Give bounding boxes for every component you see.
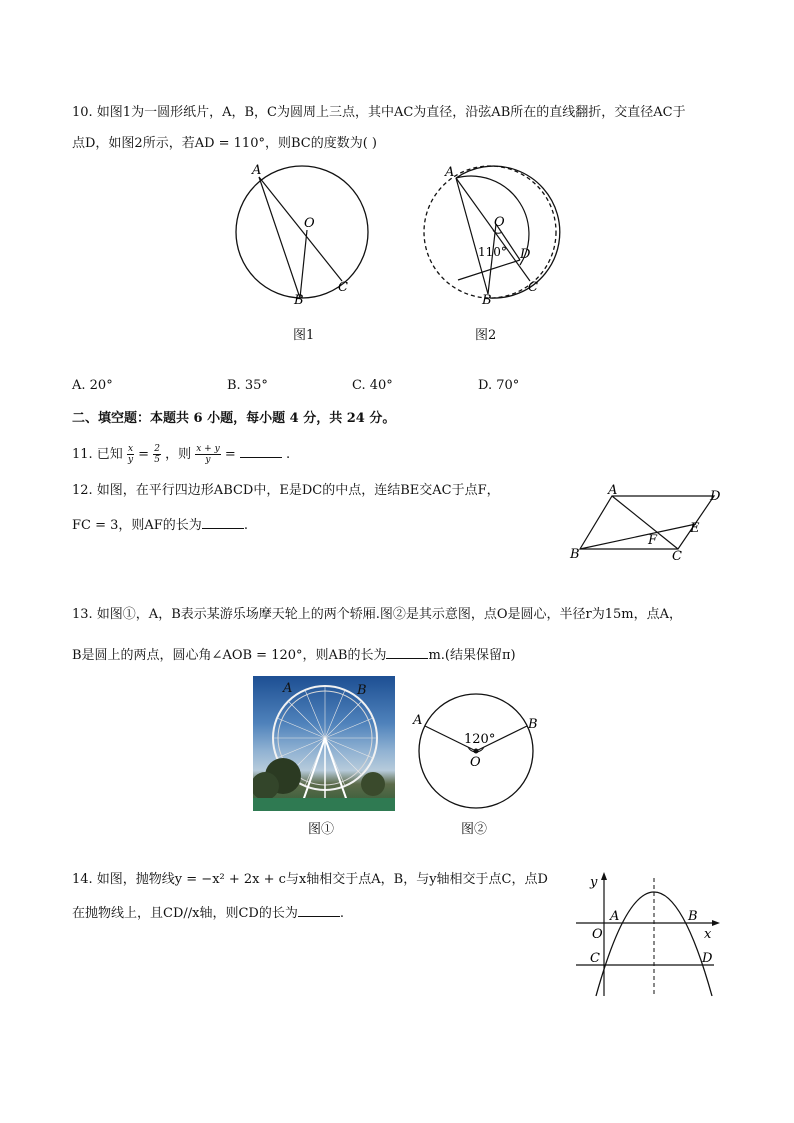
q10-figure-1 <box>232 160 372 310</box>
q12-parallelogram-figure <box>568 484 728 564</box>
q14-answer-blank[interactable] <box>298 902 340 917</box>
q13-fig2-caption: 图② <box>461 822 488 837</box>
q11-line <box>72 443 290 465</box>
q11-fraction-x-over-y: $\frac{x}{y}$ <box>127 444 134 465</box>
section-2-header: 二、填空题：本题共 6 小题，每小题 4 分，共 24 分。 <box>72 411 396 426</box>
q10-fig2-caption: 图2 <box>475 328 497 343</box>
fig1-label-b: B <box>294 293 304 308</box>
fig2-label-a: A <box>445 165 455 180</box>
q13-angle-120: 120° <box>464 732 496 747</box>
q10-option-a[interactable]: A. 20° <box>72 378 113 393</box>
q14-label-d: D <box>702 951 713 966</box>
q12-label-b: B <box>570 547 580 562</box>
q12-line1: 12. 如图，在平行四边形ABCD中，E是DC的中点，连结BE交AC于点F， <box>72 483 500 498</box>
ferris-wheel-photo <box>253 676 395 811</box>
fig2-label-c: C <box>528 280 538 295</box>
q11-prefix: 11. 已知 <box>72 447 123 462</box>
fig2-label-b: B <box>482 293 492 308</box>
q14-label-b: B <box>688 909 698 924</box>
q10-figure-2 <box>420 160 570 310</box>
q10-line1: 10. 如图1为一圆形纸片，A，B，C为圆周上三点，其中AC为直径，沿弦AB所在的直线翻折，交直径AC于 <box>72 105 686 120</box>
fig2-label-o: O <box>494 215 505 230</box>
q11-equals-1: = <box>138 447 150 462</box>
photo-label-b: B <box>357 683 367 698</box>
q12-label-a: A <box>608 484 618 498</box>
q11-fraction-2-over-5: $\frac{2}{5}$ <box>154 444 160 465</box>
q12-line2-text: FC = 3，则AF的长为 <box>72 518 202 533</box>
q12-line2 <box>72 514 248 536</box>
q12-line2-end: . <box>243 518 248 533</box>
q14-label-x: x <box>704 927 712 942</box>
q13-fig1-caption: 图① <box>308 822 335 837</box>
q14-line2 <box>72 902 344 924</box>
fig1-label-c: C <box>338 280 348 295</box>
fig1-label-a: A <box>252 163 262 178</box>
fig2-angle-110: 110° <box>478 245 507 259</box>
q11-equals-2: = <box>224 447 236 462</box>
q14-label-a: A <box>610 909 620 924</box>
q11-fraction-xy-over-y: $\frac{x + y}{y}$ <box>196 444 220 465</box>
q14-label-o: O <box>592 927 603 942</box>
q12-label-d: D <box>710 489 721 504</box>
q13-circle-figure <box>408 682 548 817</box>
q10-option-d[interactable]: D. 70° <box>478 378 520 393</box>
q13-line2-text: B是圆上的两点，圆心角∠AOB = 120°，则AB的长为 <box>72 648 387 663</box>
q13-label-b: B <box>528 717 538 732</box>
q10-option-c[interactable]: C. 40° <box>352 378 393 393</box>
q14-line2-end: . <box>339 906 344 921</box>
q12-label-c: C <box>672 549 682 564</box>
q12-answer-blank[interactable] <box>202 514 244 529</box>
q13-line1: 13. 如图①，A，B表示某游乐场摩天轮上的两个轿厢.图②是其示意图，点O是圆心，半径r为15m，点A， <box>72 607 683 622</box>
q12-label-e: E <box>690 521 700 536</box>
q13-line2 <box>72 644 516 666</box>
q14-label-c: C <box>590 951 600 966</box>
q10-fig1-caption: 图1 <box>293 328 315 343</box>
q10-option-b[interactable]: B. 35° <box>227 378 268 393</box>
q13-line2-end: m.(结果保留π) <box>428 648 516 663</box>
q10-line2: 点D，如图2所示，若AD = 110°，则BC的度数为( ) <box>72 136 377 151</box>
q11-mid: ，则 <box>165 447 192 462</box>
q14-line1: 14. 如图，抛物线y = −x² + 2x + c与x轴相交于点A，B，与y轴相交于点C，点D <box>72 872 548 887</box>
q13-label-o: O <box>470 755 481 770</box>
q13-answer-blank[interactable] <box>386 644 428 659</box>
q14-parabola-figure <box>566 868 726 1000</box>
q14-line2-text: 在抛物线上，且CD//x轴，则CD的长为 <box>72 906 298 921</box>
ferris-wheel-illustration <box>253 676 395 811</box>
q11-answer-blank[interactable] <box>240 443 282 458</box>
fig1-label-o: O <box>304 216 315 231</box>
q12-label-f: F <box>648 533 658 548</box>
q14-label-y: y <box>590 875 598 890</box>
fig2-label-d: D <box>520 247 531 262</box>
q13-label-a: A <box>413 713 423 728</box>
q11-suffix: . <box>286 447 291 462</box>
photo-label-a: A <box>283 681 293 696</box>
